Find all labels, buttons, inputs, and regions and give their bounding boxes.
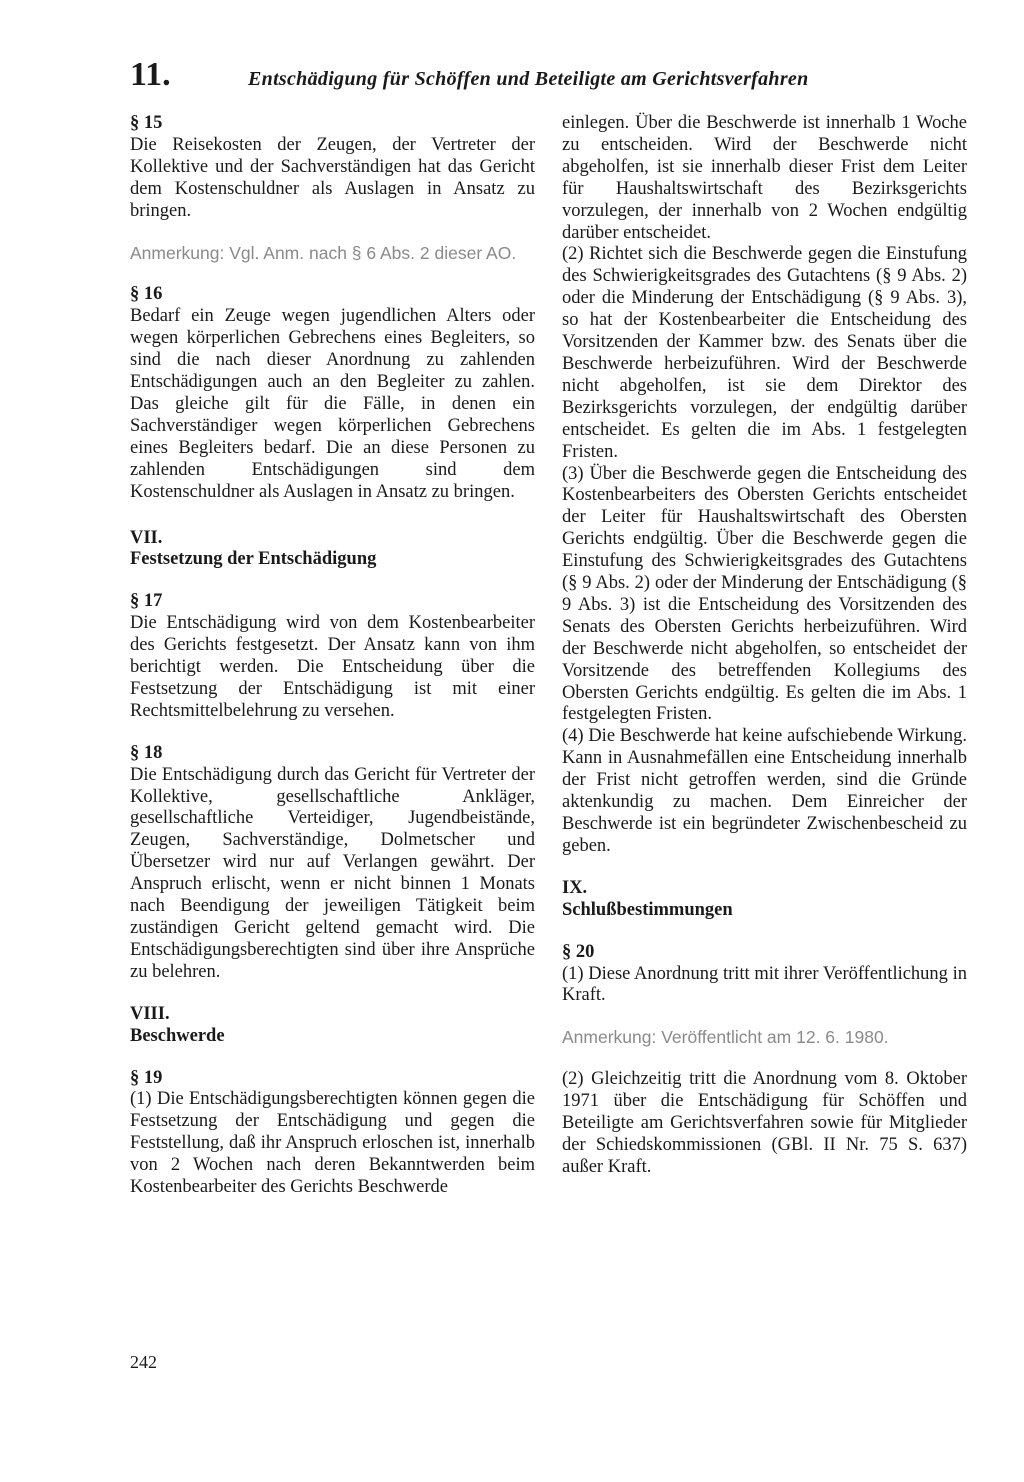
paragraph-19-continued: einlegen. Über die Beschwerde ist innerhalb 1 Woche zu entscheiden. Wird der Beschwerde nicht abgeholfen, ist sie innerhalb dieser Frist dem Leiter für Haushaltswirtschaft des Bezirksgerichts vorzulegen, der innerhalb von 2 Wochen endgültig darüber entscheidet. bbox=[562, 113, 967, 243]
chapter-number: 11. bbox=[130, 56, 171, 93]
paragraph-19-subsection-3: (3) Über die Beschwerde gegen die Entscheidung des Kostenbearbeiters des Obersten Gerichts entscheidet der Leiter für Haushaltswirtschaft des Obersten Gerichts endgültig. Über die Beschwerde gegen die Einstufung des Schwierigkeitsgrades des Gutachtens (§ 9 Abs. 2) oder der Minderung der Entschädigung (§ 9 Abs. 3) ist die Entscheidung des Vorsitzenden des Senats des Obersten Gerichts herbeizuführen. Wird der Beschwerde nicht abgeholfen, so entscheidet der Vorsitzende des betreffenden Kollegiums des Obersten Gerichts endgültig. Es gelten die im Abs. 1 festgelegten Fristen. bbox=[562, 463, 967, 725]
running-header bbox=[130, 56, 910, 96]
paragraph-19-subsection-2: (2) Richtet sich die Beschwerde gegen die Einstufung des Schwierigkeitsgrades des Gutachtens (§ 9 Abs. 2) oder die Minderung der Entschädigung (§ 9 Abs. 3), so hat der Kostenbearbeiter die Entscheidung des Vorsitzenden der Kammer bzw. des Senats über die Beschwerde herbeizuführen. Wird der Beschwerde nicht abgeholfen, ist sie dem Direktor des Bezirksgerichts vorzulegen, der endgültig darüber entscheidet. Es gelten die im Abs. 1 festgelegten Fristen. bbox=[562, 244, 967, 462]
paragraph-18-text: Die Entschädigung durch das Gericht für Vertreter der Kollektive, gesellschaftliche Ankläger, gesellschaftliche Verteidiger, Jugendbeistände, Zeugen, Sachverständige, Dolmetscher und Übersetzer wird nur auf Verlangen gewährt. Der Anspruch erlischt, wenn er nicht binnen 1 Monats nach Beendigung der jeweiligen Tätigkeit beim zuständigen Gericht geltend gemacht wird. Die Entschädigungsberechtigten sind über ihre Ansprüche zu belehren. bbox=[130, 764, 535, 982]
paragraph-20-subsection-2: (2) Gleichzeitig tritt die Anordnung vom 8. Oktober 1971 über die Entschädigung für Schöffen und Beteiligte am Gerichtsverfahren sowie für Mitglieder der Schiedskommissionen (GBl. II Nr. 75 S. 637) außer Kraft. bbox=[562, 1069, 967, 1177]
paragraph-19-subsection-4: (4) Die Beschwerde hat keine aufschiebende Wirkung. Kann in Ausnahmefällen eine Entscheidung innerhalb der Frist nicht getroffen werden, sind die Gründe aktenkundig zu machen. Dem Einreicher der Beschwerde ist ein begründeter Zwischenbescheid zu geben. bbox=[562, 726, 967, 856]
paragraph-16-heading: § 16 bbox=[130, 284, 163, 305]
annotation-note: Anmerkung: Vgl. Anm. nach § 6 Abs. 2 dieser AO. bbox=[130, 242, 517, 263]
paragraph-18-heading: § 18 bbox=[130, 742, 163, 763]
publication-note: Anmerkung: Veröffentlicht am 12. 6. 1980. bbox=[562, 1027, 889, 1048]
paragraph-17-heading: § 17 bbox=[130, 591, 163, 612]
paragraph-16-text: Bedarf ein Zeuge wegen jugendlichen Alters oder wegen körperlichen Gebrechens eines Begleiters, so sind die nach dieser Anordnung zu zahlenden Entschädigungen auch an den Begleiter zu zahlen. Das gleiche gilt für die Fälle, in denen ein Sachverständiger wegen körperlichen Gebrechens eines Begleiters bedarf. Die an diese Personen zu zahlenden Entschädigungen sind dem Kostenschuldner als Auslagen in Ansatz zu bringen. bbox=[130, 306, 535, 502]
paragraph-19-heading: § 19 bbox=[130, 1067, 163, 1088]
paragraph-20-heading: § 20 bbox=[562, 941, 595, 962]
section-7-numeral: VII. bbox=[130, 527, 163, 548]
paragraph-15-text: Die Reisekosten der Zeugen, der Vertreter der Kollektive und der Sachverständigen hat das Gericht dem Kostenschuldner als Auslagen in Ansatz zu bringen. bbox=[130, 134, 535, 221]
chapter-title: Entschädigung für Schöffen und Beteiligte am Gerichtsverfahren bbox=[248, 68, 809, 90]
paragraph-19-text: (1) Die Entschädigungsberechtigten können gegen die Festsetzung der Entschädigung und gegen die Feststellung, daß ihr Anspruch erloschen ist, innerhalb von 2 Wochen nach deren Bekanntwerden beim Kostenbearbeiter des Gerichts Beschwerde bbox=[130, 1089, 535, 1198]
paragraph-20-subsection-1: (1) Diese Anordnung tritt mit ihrer Veröffentlichung in Kraft. bbox=[562, 963, 967, 1006]
page-number: 242 bbox=[130, 1352, 157, 1372]
left-column bbox=[130, 113, 535, 1199]
section-8-numeral: VIII. bbox=[130, 1003, 170, 1024]
section-8-title: Beschwerde bbox=[130, 1025, 225, 1046]
paragraph-17-text: Die Entschädigung wird von dem Kostenbearbeiter des Gerichts festgesetzt. Der Ansatz kann von ihm berichtigt werden. Die Entscheidung über die Festsetzung der Entschädigung ist mit einer Rechtsmittelbelehrung zu versehen. bbox=[130, 613, 535, 721]
right-column bbox=[562, 113, 967, 1179]
section-9-title: Schlußbestimmungen bbox=[562, 899, 733, 920]
section-9-numeral: IX. bbox=[562, 877, 588, 898]
section-7-title: Festsetzung der Entschädigung bbox=[130, 549, 377, 570]
paragraph-15-heading: § 15 bbox=[130, 113, 163, 133]
